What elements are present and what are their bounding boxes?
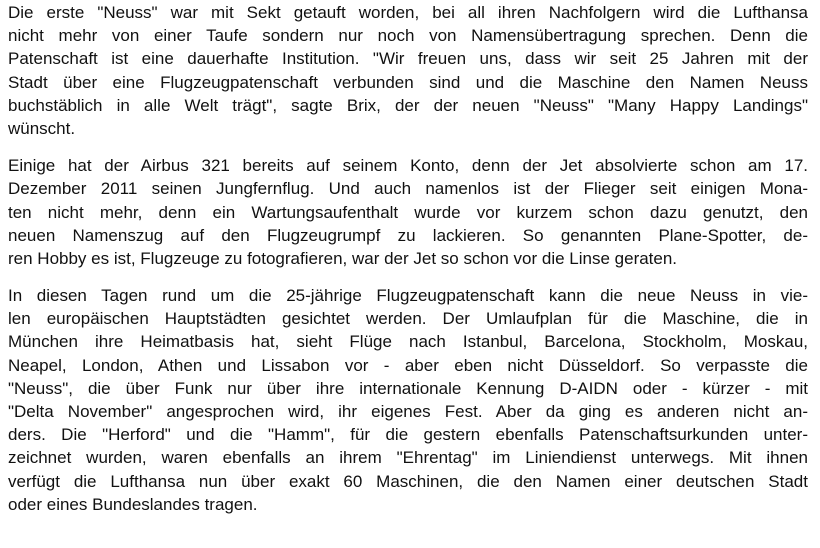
text-line: Dezember 2011 seinen Jungfernflug. Und auch namenlos ist der Flieger seit einigen Mona- — [8, 179, 808, 199]
paragraph-1 — [8, 1, 808, 140]
paragraph-2 — [8, 154, 808, 270]
text-line: In diesen Tagen rund um die 25-jährige Flugzeugpatenschaft kann die neue Neuss in vie- — [8, 286, 808, 306]
text-line: len europäischen Hauptstädten gesichtet werden. Der Umlaufplan für die Maschine, die in — [8, 309, 808, 329]
text-line: Patenschaft ist eine dauerhafte Institution. "Wir freuen uns, dass wir seit 25 Jahren mit der — [8, 49, 808, 69]
text-line: zeichnet wurden, waren ebenfalls an ihrem "Ehrentag" im Liniendienst unterwegs. Mit ihnen — [8, 448, 808, 468]
text-line: "Delta November" angesprochen wird, ihr eigenes Fest. Aber da ging es anderen nicht an- — [8, 402, 808, 421]
text-line: ten nicht mehr, denn ein Wartungsaufenthalt wurde vor kurzem schon dazu genutzt, den — [8, 202, 808, 222]
text-line: oder eines Bundeslandes tragen. — [8, 494, 258, 514]
text-line: ders. Die "Herford" und die "Hamm", für die gestern ebenfalls Patenschaftsurkunden unter- — [8, 425, 808, 445]
text-line: Einige hat der Airbus 321 bereits auf seinem Konto, denn der Jet absolvierte schon am 17. — [8, 156, 808, 176]
text-line: München ihre Heimatbasis hat, sieht Flüge nach Istanbul, Barcelona, Stockholm, Moskau, — [8, 332, 808, 352]
paragraph-3 — [8, 284, 808, 516]
text-line: verfügt die Lufthansa nun über exakt 60 Maschinen, die den Namen einer deutschen Stadt — [8, 471, 808, 491]
text-line: neuen Namenszug auf den Flugzeugrumpf zu lackieren. So genannten Plane-Spotter, de- — [8, 225, 808, 245]
text-line: Die erste "Neuss" war mit Sekt getauft worden, bei all ihren Nachfolgern wird die Lufthansa — [8, 3, 808, 22]
text-line: "Neuss", die über Funk nur über ihre internationale Kennung D-AIDN oder - kürzer - mit — [8, 378, 808, 398]
text-line: wünscht. — [8, 118, 76, 138]
text-line: ren Hobby es ist, Flugzeuge zu fotografieren, war der Jet so schon vor die Linse geraten. — [8, 248, 678, 268]
text-line: nicht mehr von einer Taufe sondern nur noch von Namensübertragung sprechen. Denn die — [8, 26, 808, 46]
text-line: Neapel, London, Athen und Lissabon vor - aber eben nicht Düsseldorf. So verpasste die — [8, 355, 808, 375]
text-line: buchstäblich in alle Welt trägt", sagte Brix, der der neuen "Neuss" "Many Happy Landings" — [8, 95, 808, 115]
article-text — [8, 1, 808, 530]
text-line: Stadt über eine Flugzeugpatenschaft verbunden sind und die Maschine den Namen Neuss — [8, 72, 808, 92]
